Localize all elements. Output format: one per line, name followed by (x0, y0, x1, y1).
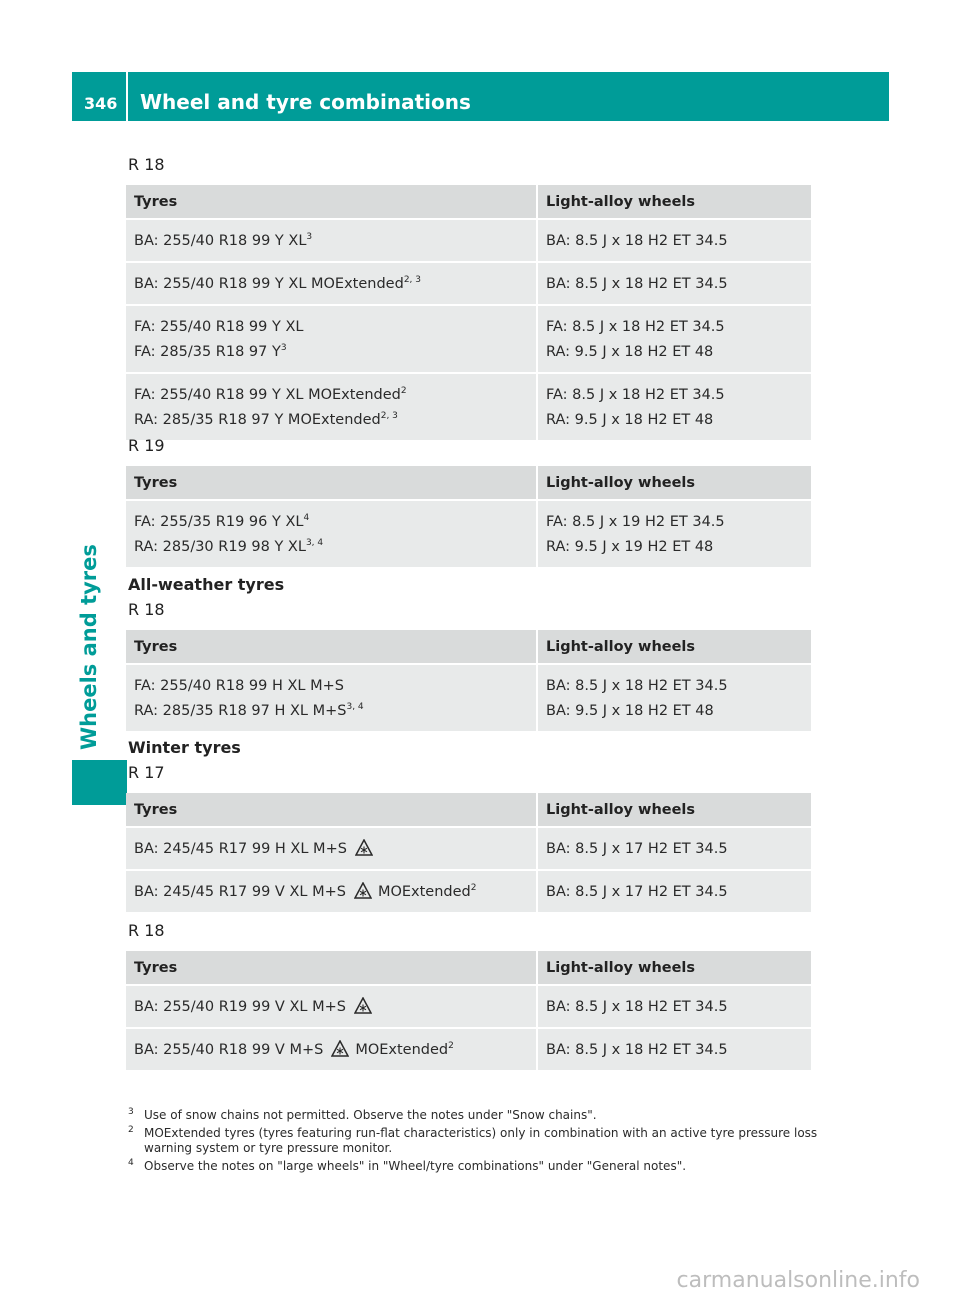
cell-line (134, 1038, 528, 1063)
tyres-cell (126, 262, 537, 305)
tyres-cell (126, 1028, 537, 1071)
table-row (126, 870, 811, 913)
column-header-tyres: Tyres (126, 951, 537, 985)
table-row (126, 219, 811, 262)
cell-line (546, 837, 803, 862)
cell-line (134, 315, 528, 340)
cell-line (546, 699, 803, 724)
cell-text: BA: 8.5 J x 18 H2 ET 34.5 (546, 1042, 728, 1058)
snowflake-mountain-icon (355, 839, 373, 856)
footnote-ref: 2 (470, 883, 477, 893)
tyre-wheel-table (126, 951, 811, 1072)
wheels-cell (537, 305, 811, 373)
footnote (128, 1159, 818, 1174)
footnote-ref: 3 (306, 232, 313, 242)
wheels-cell (537, 1028, 811, 1071)
cell-text: BA: 245/45 R17 99 V XL M+S (134, 884, 346, 900)
table-header-row (126, 466, 811, 500)
snowflake-mountain-icon (354, 997, 372, 1014)
footnote-ref: 3, 4 (305, 538, 324, 548)
tyres-cell (126, 827, 537, 870)
tyres-cell (126, 500, 537, 568)
tyre-wheel-table (126, 466, 811, 569)
cell-text: RA: 285/35 R18 97 H XL M+S (134, 703, 347, 719)
cell-text: FA: 255/35 R19 96 Y XL (134, 514, 304, 530)
wheels-cell (537, 870, 811, 913)
cell-line (546, 510, 803, 535)
rim-size-heading: R 19 (128, 436, 165, 455)
sidebar-color-block (72, 760, 127, 805)
footnote (128, 1108, 818, 1123)
cell-line (134, 408, 528, 433)
cell-text: BA: 8.5 J x 18 H2 ET 34.5 (546, 233, 728, 249)
cell-text: BA: 255/40 R18 99 Y XL (134, 233, 307, 249)
column-header-wheels: Light-alloy wheels (537, 466, 811, 500)
sidebar-section-label (77, 544, 117, 760)
cell-text: FA: 8.5 J x 18 H2 ET 34.5 (546, 387, 725, 403)
column-header-tyres: Tyres (126, 185, 537, 219)
footnote-ref: 2, 3 (403, 275, 421, 285)
tyres-cell (126, 373, 537, 441)
cell-line (546, 535, 803, 560)
rim-size-heading: R 18 (128, 155, 165, 174)
tyre-wheel-table (126, 793, 811, 914)
cell-line (134, 340, 528, 365)
table-row (126, 1028, 811, 1071)
cell-text: FA: 8.5 J x 19 H2 ET 34.5 (546, 514, 725, 530)
wheels-cell (537, 500, 811, 568)
cell-text: RA: 285/30 R19 98 Y XL (134, 539, 306, 555)
cell-line (546, 383, 803, 408)
header-divider (126, 72, 128, 121)
tyres-cell (126, 219, 537, 262)
cell-line (134, 510, 528, 535)
column-header-wheels: Light-alloy wheels (537, 951, 811, 985)
cell-line (546, 315, 803, 340)
snowflake-mountain-icon (331, 1040, 349, 1057)
page-number: 346 (84, 94, 118, 113)
table-row (126, 664, 811, 732)
footnote-ref: 3, 4 (346, 702, 364, 712)
cell-text: FA: 255/40 R18 99 H XL M+S (134, 678, 344, 694)
cell-text: FA: 285/35 R18 97 Y (134, 344, 281, 360)
tyres-cell (126, 870, 537, 913)
tyres-cell (126, 305, 537, 373)
table-header-row (126, 630, 811, 664)
cell-line (546, 272, 803, 297)
cell-text: FA: 255/40 R18 99 Y XL MOExtended (134, 387, 401, 403)
wheels-cell (537, 827, 811, 870)
cell-text: RA: 9.5 J x 18 H2 ET 48 (546, 344, 714, 360)
cell-line (134, 995, 528, 1020)
footnote-text: MOExtended tyres (tyres featuring run-flat characteristics) only in combination with an active tyre pressure loss warning system or tyre pressure monitor. (144, 1126, 818, 1155)
cell-text: BA: 255/40 R18 99 V M+S (134, 1042, 324, 1058)
table-header-row (126, 951, 811, 985)
cell-text: RA: 9.5 J x 19 H2 ET 48 (546, 539, 714, 555)
tyres-cell (126, 664, 537, 732)
table-row (126, 305, 811, 373)
cell-text: BA: 8.5 J x 18 H2 ET 34.5 (546, 999, 728, 1015)
table-row (126, 985, 811, 1028)
cell-line (546, 229, 803, 254)
column-header-wheels: Light-alloy wheels (537, 793, 811, 827)
cell-line (134, 272, 528, 297)
sidebar-label-text: Wheels and tyres (77, 544, 101, 750)
footnote (128, 1126, 818, 1156)
wheels-cell (537, 219, 811, 262)
rim-size-heading: R 17 (128, 763, 165, 782)
cell-line (546, 1038, 803, 1063)
table-row (126, 262, 811, 305)
cell-text: BA: 8.5 J x 17 H2 ET 34.5 (546, 841, 728, 857)
rim-size-heading: R 18 (128, 600, 165, 619)
footnote-ref: 3 (280, 343, 287, 353)
page-header (72, 72, 889, 121)
cell-text: BA: 255/40 R19 99 V XL M+S (134, 999, 346, 1015)
cell-text: BA: 8.5 J x 18 H2 ET 34.5 (546, 276, 728, 292)
column-header-wheels: Light-alloy wheels (537, 185, 811, 219)
section-heading: Winter tyres (128, 738, 241, 757)
cell-text: BA: 9.5 J x 18 H2 ET 48 (546, 703, 714, 719)
snowflake-mountain-icon (354, 882, 372, 899)
section-heading: All-weather tyres (128, 575, 285, 594)
cell-text: FA: 8.5 J x 18 H2 ET 34.5 (546, 319, 725, 335)
wheels-cell (537, 664, 811, 732)
footnote-text: Observe the notes on "large wheels" in "Wheel/tyre combinations" under "General notes". (144, 1159, 687, 1173)
footnote-number: 4 (128, 1158, 134, 1168)
cell-line (134, 674, 528, 699)
watermark: carmanualsonline.info (676, 1268, 920, 1293)
cell-text: RA: 285/35 R18 97 Y MOExtended (134, 412, 381, 428)
cell-line (546, 995, 803, 1020)
cell-text: RA: 9.5 J x 18 H2 ET 48 (546, 412, 714, 428)
cell-line (134, 699, 528, 724)
cell-line (546, 340, 803, 365)
table-row (126, 373, 811, 441)
footnote-text: Use of snow chains not permitted. Observe the notes under "Snow chains". (144, 1108, 597, 1122)
cell-text: BA: 245/45 R17 99 H XL M+S (134, 841, 347, 857)
footnote-number: 3 (128, 1107, 134, 1117)
tyres-cell (126, 985, 537, 1028)
cell-line (134, 535, 528, 560)
cell-text: FA: 255/40 R18 99 Y XL (134, 319, 304, 335)
column-header-tyres: Tyres (126, 793, 537, 827)
cell-text: BA: 8.5 J x 17 H2 ET 34.5 (546, 884, 728, 900)
rim-size-heading: R 18 (128, 921, 165, 940)
footnote-ref: 2, 3 (380, 411, 398, 421)
wheels-cell (537, 373, 811, 441)
cell-text: BA: 255/40 R18 99 Y XL MOExtended (134, 276, 404, 292)
cell-line (134, 837, 528, 862)
cell-suffix: MOExtended (355, 1042, 449, 1058)
footnotes (128, 1108, 818, 1177)
column-header-tyres: Tyres (126, 466, 537, 500)
column-header-tyres: Tyres (126, 630, 537, 664)
footnote-ref: 2 (448, 1041, 454, 1051)
page-title: Wheel and tyre combinations (140, 90, 471, 114)
tyre-wheel-table (126, 185, 811, 442)
cell-line (546, 408, 803, 433)
table-row (126, 500, 811, 568)
cell-line (134, 383, 528, 408)
cell-line (134, 229, 528, 254)
table-row (126, 827, 811, 870)
column-header-wheels: Light-alloy wheels (537, 630, 811, 664)
tyre-wheel-table (126, 630, 811, 733)
wheels-cell (537, 262, 811, 305)
footnote-number: 2 (128, 1125, 134, 1135)
footnote-ref: 4 (303, 513, 310, 523)
table-header-row (126, 793, 811, 827)
cell-line (134, 880, 528, 905)
cell-text: BA: 8.5 J x 18 H2 ET 34.5 (546, 678, 728, 694)
wheels-cell (537, 985, 811, 1028)
cell-line (546, 674, 803, 699)
cell-suffix: MOExtended (377, 884, 471, 900)
footnote-ref: 2 (400, 386, 407, 396)
cell-line (546, 880, 803, 905)
table-header-row (126, 185, 811, 219)
